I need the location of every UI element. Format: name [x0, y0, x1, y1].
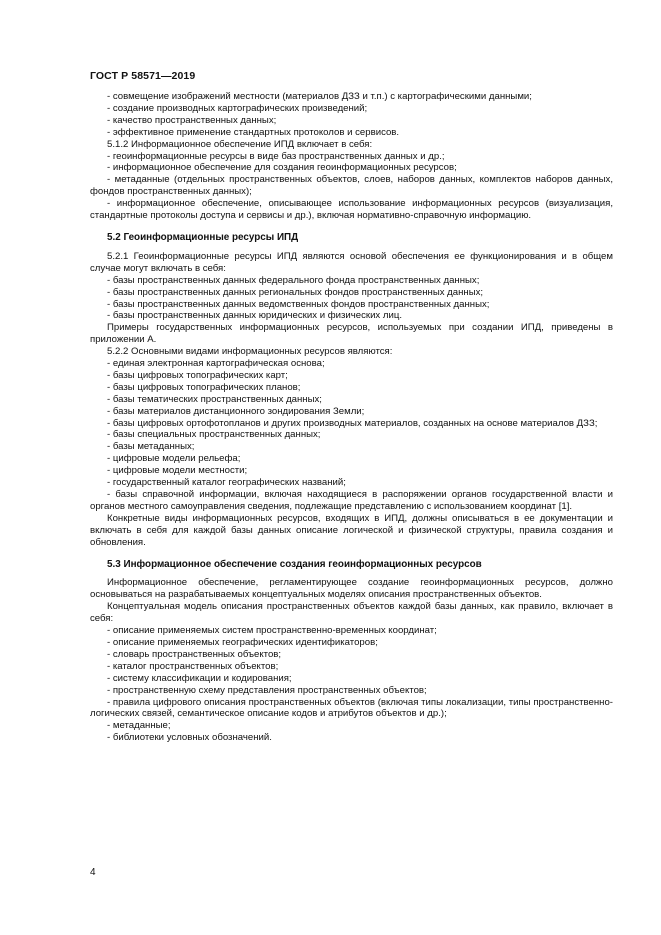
- paragraph: - базы тематических пространственных данных;: [107, 393, 322, 405]
- paragraph: - словарь пространственных объектов;: [107, 648, 282, 660]
- paragraph: Концептуальная модель описания пространственных объектов каждой базы данных, как правило, включает в себя:: [90, 601, 613, 625]
- paragraph: - государственный каталог географических названий;: [107, 477, 346, 489]
- paragraph: - единая электронная картографическая основа;: [107, 358, 325, 370]
- page-number: 4: [90, 867, 96, 878]
- paragraph: - пространственную схему представления пространственных объектов;: [107, 684, 427, 696]
- paragraph: - базы пространственных данных юридических и физических лиц.: [107, 310, 403, 322]
- paragraph: - базы материалов дистанционного зондирования Земли;: [107, 405, 365, 417]
- paragraph: - метаданные (отдельных пространственных объектов, слоев, наборов данных, комплектов наборов данных, фондов пространственных данных);: [90, 174, 613, 198]
- paragraph: - базы цифровых ортофотопланов и других производных материалов, созданных на основе материалов ДЗЗ;: [107, 417, 598, 429]
- paragraph: - совмещение изображений местности (материалов ДЗЗ и т.п.) с картографическими данными;: [107, 91, 532, 102]
- paragraph: - систему классификации и кодирования;: [107, 672, 292, 684]
- paragraph: - базы метаданных;: [107, 441, 195, 453]
- paragraph: - базы пространственных данных федерального фонда пространственных данных;: [107, 274, 480, 286]
- paragraph: 5.1.2 Информационное обеспечение ИПД включает в себя:: [107, 138, 373, 150]
- paragraph: - цифровые модели рельефа;: [107, 453, 241, 465]
- paragraph: - базы справочной информации, включая находящиеся в распоряжении органов государственной власти и органов местного самоуправления сведения, подлежащие представлению с использованием координат [1].: [90, 489, 613, 512]
- paragraph: - базы цифровых топографических планов;: [107, 381, 301, 393]
- paragraph: - цифровые модели местности;: [107, 465, 248, 477]
- paragraph: - базы цифровых топографических карт;: [107, 369, 288, 381]
- paragraph: - метаданные;: [107, 720, 171, 732]
- paragraph: Примеры государственных информационных ресурсов, используемых при создании ИПД, приведены в приложении А.: [90, 322, 613, 346]
- paragraph: - библиотеки условных обозначений.: [107, 732, 272, 744]
- paragraph: - геоинформационные ресурсы в виде баз пространственных данных и др.;: [107, 150, 445, 162]
- paragraph: - эффективное применение стандартных протоколов и сервисов.: [107, 126, 400, 138]
- paragraph: Информационное обеспечение, регламентирующее создание геоинформационных ресурсов, должно основываться на разрабатываемых концептуальных моделях описания пространственных объектов.: [90, 577, 613, 601]
- section-heading: 5.3 Информационное обеспечение создания геоинформационных ресурсов: [107, 558, 482, 570]
- paragraph: 5.2.1 Геоинформационные ресурсы ИПД являются основой обеспечения ее функционирования и в общем случае могут включать в себя:: [90, 250, 613, 274]
- paragraph: - описание применяемых систем пространственно-временных координат;: [107, 625, 437, 637]
- paragraph: - базы пространственных данных региональных фондов пространственных данных;: [107, 286, 484, 298]
- section-heading: 5.2 Геоинформационные ресурсы ИПД: [107, 231, 299, 243]
- paragraph: Конкретные виды информационных ресурсов, входящих в ИПД, должны описываться в ее документации и включать в себя для каждой базы данных описание логической и физической структуры, правила создания и обновления.: [90, 512, 613, 548]
- paragraph: - базы пространственных данных ведомственных фондов пространственных данных;: [107, 298, 490, 310]
- document-header: ГОСТ Р 58571—2019: [90, 70, 196, 82]
- paragraph: - каталог пространственных объектов;: [107, 660, 279, 672]
- paragraph: - информационное обеспечение, описывающее использование информационных ресурсов (визуализация, стандартные протоколы доступа и сервисы и др.), включая нормативно-справочную информацию.: [90, 198, 613, 222]
- paragraph: - описание применяемых географических идентификаторов;: [107, 636, 378, 648]
- paragraph: - создание производных картографических произведений;: [107, 102, 368, 114]
- paragraph: - правила цифрового описания пространственных объектов (включая типы локализации, типы пространственно-логических связей, семантическое описание кодов и атрибутов объектов и др.);: [90, 696, 613, 720]
- paragraph: - базы специальных пространственных данных;: [107, 429, 321, 441]
- paragraph: - информационное обеспечение для создания геоинформационных ресурсов;: [107, 162, 457, 174]
- document-body: [90, 91, 613, 744]
- paragraph: - качество пространственных данных;: [107, 114, 277, 126]
- paragraph: 5.2.2 Основными видами информационных ресурсов являются:: [107, 346, 393, 358]
